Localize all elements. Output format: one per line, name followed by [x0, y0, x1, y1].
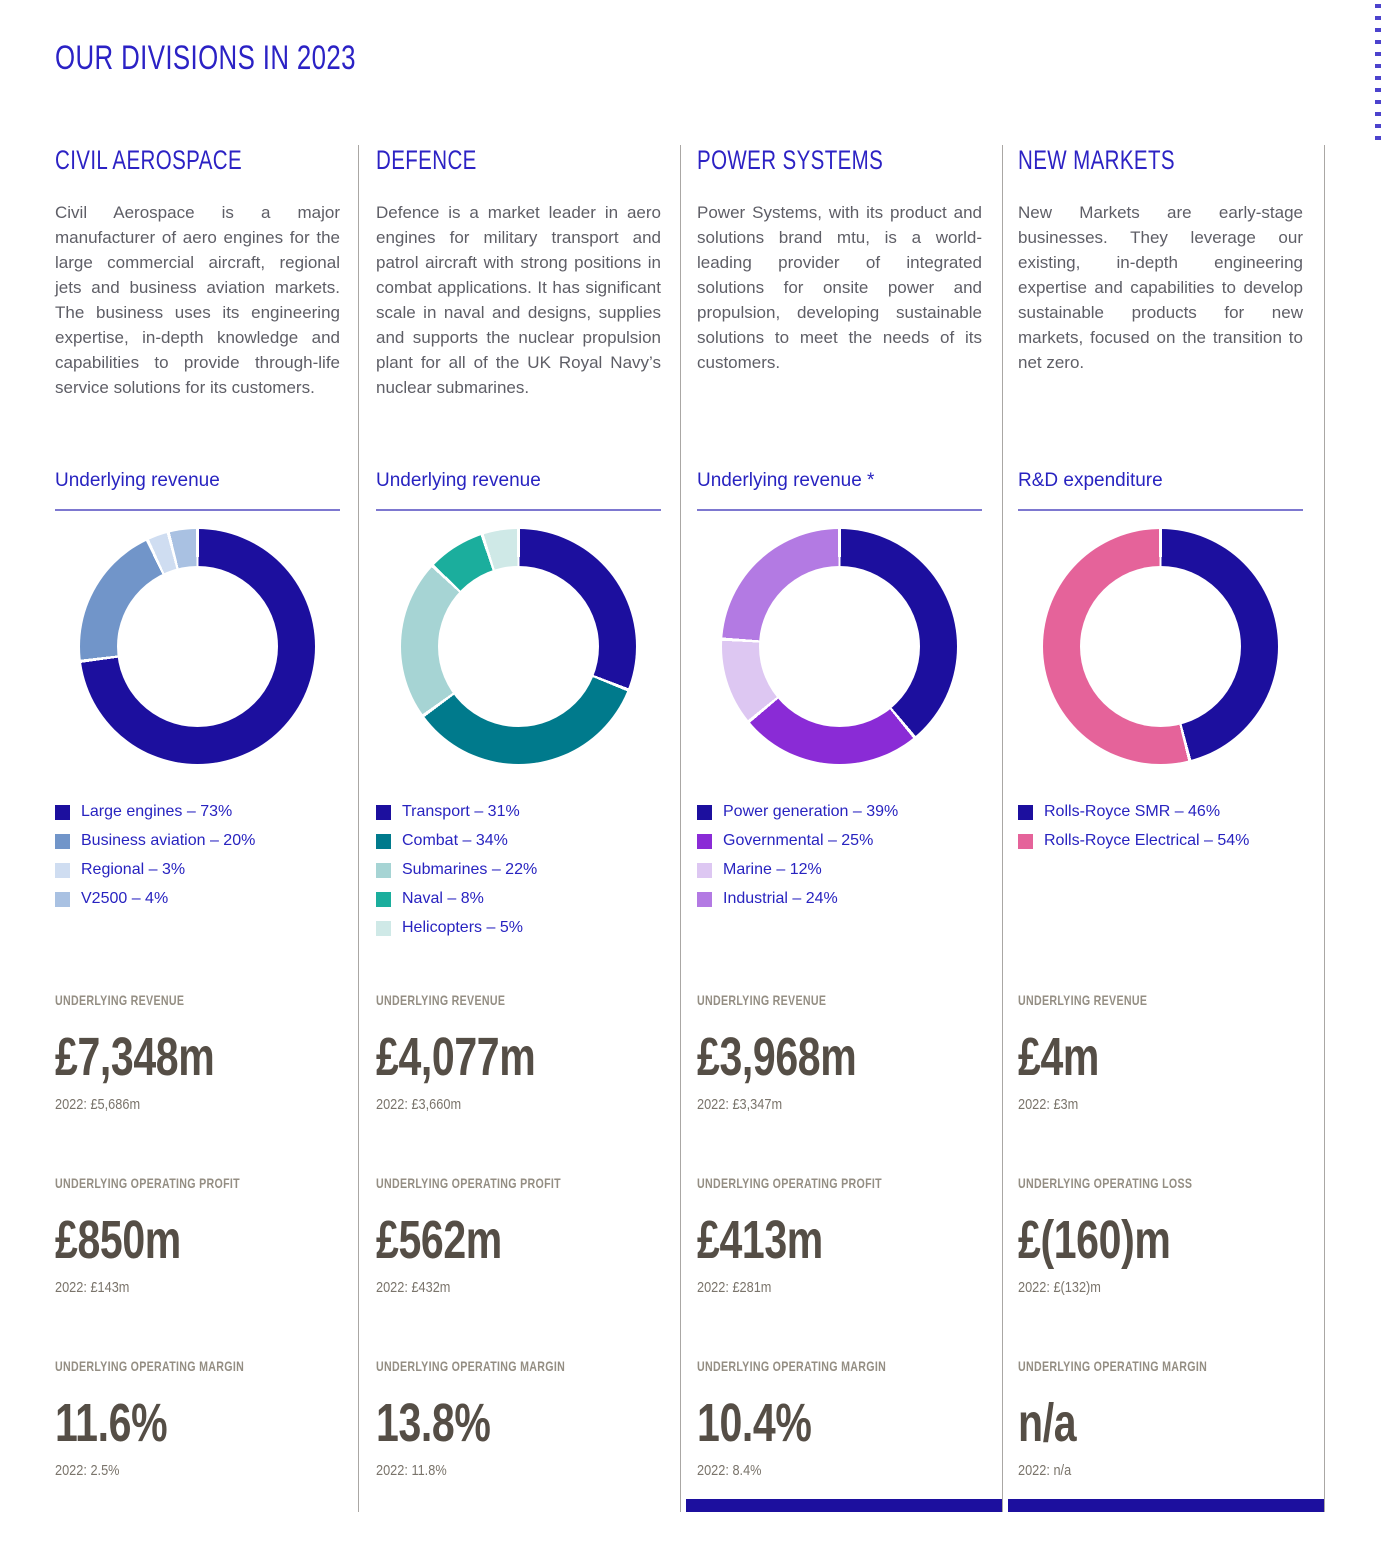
- legend-swatch: [55, 863, 70, 878]
- metric-label: UNDERLYING REVENUE: [697, 992, 827, 1008]
- legend-item: [376, 861, 661, 879]
- metric-label: UNDERLYING OPERATING PROFIT: [55, 1175, 240, 1191]
- metric-prior-year: 2022: £(132)m: [1018, 1279, 1101, 1296]
- legend-label: V2500 – 4%: [81, 890, 169, 907]
- legend-label: Rolls-Royce SMR – 46%: [1044, 803, 1221, 820]
- divisions-grid: [55, 145, 1339, 1541]
- metric-label: UNDERLYING OPERATING PROFIT: [697, 1175, 882, 1191]
- legend-swatch: [376, 805, 391, 820]
- legend-swatch: [55, 805, 70, 820]
- legend-item: [55, 861, 340, 879]
- legend-label: Business aviation – 20%: [81, 832, 256, 849]
- legend-label: Transport – 31%: [402, 803, 520, 820]
- legend-item: [697, 861, 982, 879]
- metric-value: 13.8%: [376, 1393, 491, 1453]
- legend-swatch: [697, 834, 712, 849]
- metric-underlying-revenue: [1018, 992, 1303, 1175]
- donut-chart-area: [55, 529, 340, 789]
- legend-swatch: [55, 892, 70, 907]
- metric-operating-margin: [55, 1358, 340, 1541]
- legend-label: Helicopters – 5%: [402, 919, 523, 936]
- legend-label: Rolls-Royce Electrical – 54%: [1044, 832, 1250, 849]
- metric-underlying-revenue: [376, 992, 661, 1175]
- legend-label: Marine – 12%: [723, 861, 822, 878]
- legend-swatch: [376, 863, 391, 878]
- legend-label: Naval – 8%: [402, 890, 484, 907]
- legend-label: Regional – 3%: [81, 861, 186, 878]
- legend-swatch: [376, 921, 391, 936]
- chart-title: Underlying revenue: [55, 470, 340, 511]
- metric-label: UNDERLYING REVENUE: [1018, 992, 1148, 1008]
- donut-chart: [722, 529, 957, 764]
- metric-prior-year: 2022: £3m: [1018, 1096, 1079, 1113]
- metric-value: £3,968m: [697, 1027, 857, 1087]
- legend-item: [55, 890, 340, 908]
- legend-item: [376, 919, 661, 937]
- chart-legend: [697, 789, 982, 992]
- division-description: New Markets are early-stage businesses. They leverage our existing, in-depth engineering expertise and capabilities to develop sustainable products for new markets, focused on the transition to net zero.: [1018, 203, 1303, 372]
- legend-item: [55, 803, 340, 821]
- chart-title: R&D expenditure: [1018, 470, 1303, 511]
- metric-prior-year: 2022: 11.8%: [376, 1462, 447, 1479]
- donut-chart: [80, 529, 315, 764]
- donut-chart: [1043, 529, 1278, 764]
- metric-value: £4m: [1018, 1027, 1100, 1087]
- legend-item: [1018, 832, 1303, 850]
- legend-swatch: [55, 834, 70, 849]
- metric-value: £4,077m: [376, 1027, 536, 1087]
- column-divider: [1002, 145, 1003, 1512]
- division-description: Defence is a market leader in aero engines for military transport and patrol aircraft with strong positions in combat applications. It has significant scale in naval and designs, supplies and supports the nuclear propulsion plant for all of the UK Royal Navy’s nuclear submarines.: [376, 203, 661, 397]
- legend-item: [1018, 803, 1303, 821]
- metric-underlying-revenue: [697, 992, 982, 1175]
- legend-swatch: [376, 892, 391, 907]
- legend-label: Combat – 34%: [402, 832, 508, 849]
- legend-item: [697, 803, 982, 821]
- metric-underlying-revenue: [55, 992, 340, 1175]
- chart-title: Underlying revenue *: [697, 470, 982, 511]
- metric-operating-margin: [376, 1358, 661, 1541]
- division-new-markets: [1018, 145, 1303, 1541]
- legend-label: Large engines – 73%: [81, 803, 233, 820]
- donut-chart-area: [1018, 529, 1303, 789]
- metric-value: £7,348m: [55, 1027, 215, 1087]
- metric-value: £562m: [376, 1210, 502, 1270]
- column-divider: [1324, 145, 1325, 1512]
- column-divider: [680, 145, 681, 1512]
- donut-chart-area: [697, 529, 982, 789]
- division-heading: CIVIL AEROSPACE: [55, 145, 243, 175]
- chart-legend: [376, 789, 661, 992]
- legend-label: Submarines – 22%: [402, 861, 538, 878]
- clipped-page-edge-text: [1375, 4, 1381, 140]
- division-defence: [376, 145, 661, 1541]
- legend-swatch: [697, 863, 712, 878]
- metric-label: UNDERLYING OPERATING MARGIN: [697, 1358, 887, 1374]
- metric-prior-year: 2022: £3,660m: [376, 1096, 462, 1113]
- metric-prior-year: 2022: n/a: [1018, 1462, 1072, 1479]
- page-title: [55, 39, 451, 78]
- metric-prior-year: 2022: £5,686m: [55, 1096, 141, 1113]
- division-civil-aerospace: [55, 145, 340, 1541]
- chart-legend: [1018, 789, 1303, 992]
- legend-swatch: [1018, 805, 1033, 820]
- metric-operating-profit: [697, 1175, 982, 1358]
- legend-item: [376, 803, 661, 821]
- metric-operating-profit: [55, 1175, 340, 1358]
- legend-swatch: [697, 892, 712, 907]
- metric-label: UNDERLYING REVENUE: [376, 992, 506, 1008]
- metric-operating-profit: [376, 1175, 661, 1358]
- legend-swatch: [697, 805, 712, 820]
- metric-value: £413m: [697, 1210, 823, 1270]
- legend-label: Power generation – 39%: [723, 803, 899, 820]
- metric-value: £850m: [55, 1210, 181, 1270]
- division-heading: POWER SYSTEMS: [697, 145, 884, 175]
- metric-prior-year: 2022: £143m: [55, 1279, 130, 1296]
- donut-chart-area: [376, 529, 661, 789]
- metric-operating-margin: [1018, 1358, 1303, 1541]
- legend-label: Governmental – 25%: [723, 832, 874, 849]
- metric-value: 11.6%: [55, 1393, 168, 1453]
- legend-item: [697, 832, 982, 850]
- metric-value: 10.4%: [697, 1393, 812, 1453]
- metric-prior-year: 2022: £281m: [697, 1279, 772, 1296]
- metric-label: UNDERLYING REVENUE: [55, 992, 185, 1008]
- metric-label: UNDERLYING OPERATING MARGIN: [55, 1358, 245, 1374]
- division-description: Power Systems, with its product and solutions brand mtu, is a world-leading provider of integrated solutions for onsite power and propulsion, developing sustainable solutions to meet the needs of its customers.: [697, 203, 982, 372]
- metric-operating-loss: [1018, 1175, 1303, 1358]
- legend-item: [376, 832, 661, 850]
- legend-item: [376, 890, 661, 908]
- chart-legend: [55, 789, 340, 992]
- donut-chart: [401, 529, 636, 764]
- division-heading: NEW MARKETS: [1018, 145, 1175, 175]
- metric-prior-year: 2022: 2.5%: [55, 1462, 120, 1479]
- bottom-section-band: [1008, 1499, 1324, 1512]
- page-title-text: OUR DIVISIONS IN 2023: [55, 38, 356, 77]
- legend-swatch: [1018, 834, 1033, 849]
- division-power-systems: [697, 145, 982, 1541]
- metric-operating-margin: [697, 1358, 982, 1541]
- metric-value: n/a: [1018, 1393, 1077, 1453]
- metric-prior-year: 2022: 8.4%: [697, 1462, 762, 1479]
- legend-item: [697, 890, 982, 908]
- column-divider: [358, 145, 359, 1512]
- legend-item: [55, 832, 340, 850]
- chart-title: Underlying revenue: [376, 470, 661, 511]
- metric-prior-year: 2022: £432m: [376, 1279, 451, 1296]
- metric-label: UNDERLYING OPERATING PROFIT: [376, 1175, 561, 1191]
- legend-label: Industrial – 24%: [723, 890, 838, 907]
- metric-value: £(160)m: [1018, 1210, 1171, 1270]
- metric-label: UNDERLYING OPERATING LOSS: [1018, 1175, 1193, 1191]
- legend-swatch: [376, 834, 391, 849]
- division-description: Civil Aerospace is a major manufacturer of aero engines for the large commercial aircraft, regional jets and business aviation markets. The business uses its engineering expertise, in-depth knowledge and capabilities to provide through-life service solutions for its customers.: [55, 203, 340, 397]
- metric-prior-year: 2022: £3,347m: [697, 1096, 783, 1113]
- bottom-section-band: [686, 1499, 1002, 1512]
- division-heading: DEFENCE: [376, 145, 477, 175]
- metric-label: UNDERLYING OPERATING MARGIN: [376, 1358, 566, 1374]
- metric-label: UNDERLYING OPERATING MARGIN: [1018, 1358, 1208, 1374]
